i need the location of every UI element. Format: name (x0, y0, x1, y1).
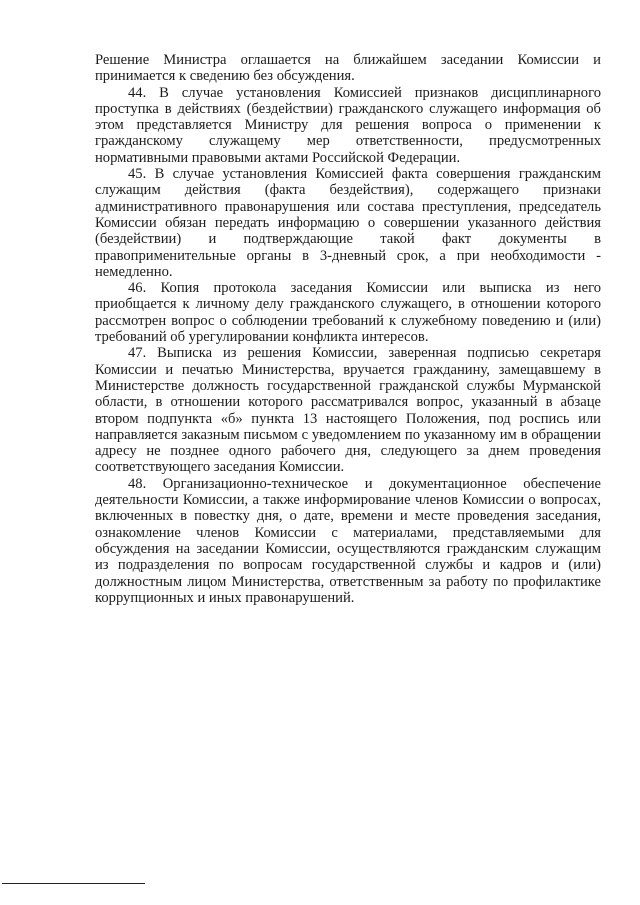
paragraph-45: 45. В случае установления Комиссией факта совершения гражданским служащим действия (факта бездействия), содержащего признаки административного правонарушения или состава преступления, председатель Комиссии обязан передать информацию о совершении указанного действия (бездействии) и подтверждающие такой факт документы в правоприменительные органы в 3-дневный срок, а при необходимости - немедленно. (95, 166, 601, 280)
document-body (95, 52, 601, 606)
paragraph-continuation: Решение Министра оглашается на ближайшем заседании Комиссии и принимается к сведению без обсуждения. (95, 52, 601, 85)
paragraph-47: 47. Выписка из решения Комиссии, заверенная подписью секретаря Комиссии и печатью Министерства, вручается гражданину, замещавшему в Министерстве должность государственной гражданской службы Мурманской области, в отношении которого рассматривался вопрос, указанный в абзаце втором подпункта «б» пункта 13 настоящего Положения, под роспись или направляется заказным письмом с уведомлением по указанному им в обращении адресу не позднее одного рабочего дня, следующего за днем проведения соответствующего заседания Комиссии. (95, 345, 601, 476)
paragraph-44: 44. В случае установления Комиссией признаков дисциплинарного проступка в действиях (бездействии) гражданского служащего информация об этом представляется Министру для решения вопроса о применении к гражданскому служащему мер ответственности, предусмотренных нормативными правовыми актами Российской Федерации. (95, 84, 601, 166)
footnote-separator-line (2, 883, 145, 884)
paragraph-48: 48. Организационно-техническое и документационное обеспечение деятельности Комиссии, а также информирование членов Комиссии о вопросах, включенных в повестку дня, о дате, времени и месте проведения заседания, ознакомление членов Комиссии с материалами, представляемыми для обсуждения на заседании Комиссии, осуществляются гражданским служащим из подразделения по вопросам государственной службы и кадров и (или) должностным лицом Министерства, ответственным за работу по профилактике коррупционных и иных правонарушений. (95, 475, 601, 606)
paragraph-46: 46. Копия протокола заседания Комиссии или выписка из него приобщается к личному делу гражданского служащего, в отношении которого рассмотрен вопрос о соблюдении требований к служебному поведению и (или) требований об урегулировании конфликта интересов. (95, 280, 601, 346)
